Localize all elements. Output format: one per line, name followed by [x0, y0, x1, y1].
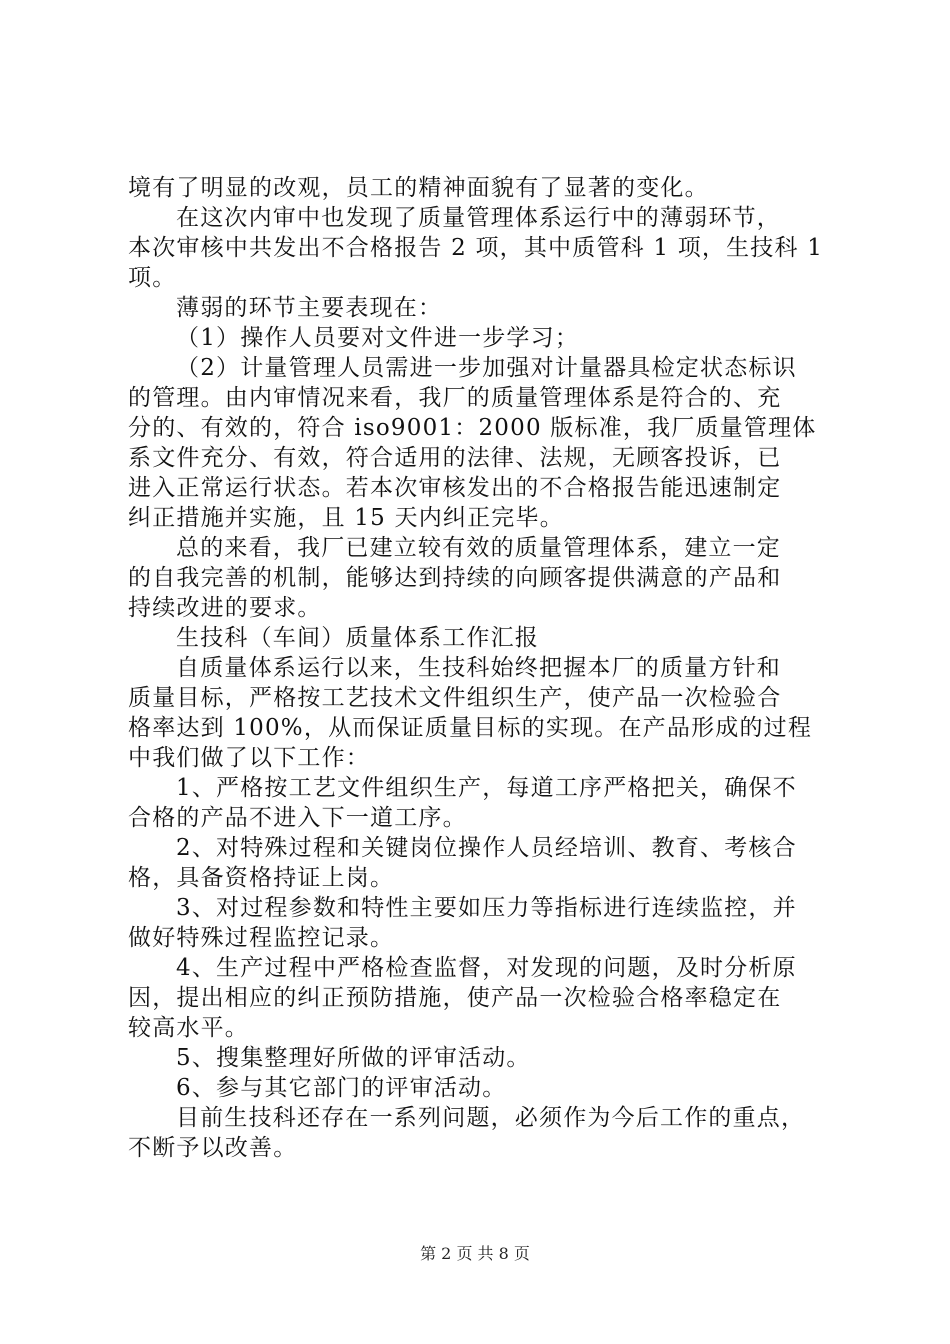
text-line: 较高水平。: [128, 1015, 249, 1041]
text-line: 持续改进的要求。: [128, 595, 322, 621]
text-line: 境有了明显的改观，员工的精神面貌有了显著的变化。: [128, 175, 709, 201]
page-number-footer: 第 2 页 共 8 页: [420, 1244, 530, 1263]
text-line: 分的、有效的，符合 iso9001：2000 版标准，我厂质量管理体: [128, 415, 817, 441]
text-line: （2）计量管理人员需进一步加强对计量器具检定状态标识: [176, 355, 797, 381]
section-heading: 生技科（车间）质量体系工作汇报: [176, 625, 539, 651]
text-line: 2、对特殊过程和关键岗位操作人员经培训、教育、考核合: [176, 835, 797, 861]
text-line: 3、对过程参数和特性主要如压力等指标进行连续监控，并: [176, 895, 797, 921]
text-line: 5、搜集整理好所做的评审活动。: [176, 1045, 531, 1071]
text-line: 不断予以改善。: [128, 1135, 298, 1161]
text-line: 在这次内审中也发现了质量管理体系运行中的薄弱环节，: [176, 205, 781, 231]
text-line: 做好特殊过程监控记录。: [128, 925, 395, 951]
text-line: 系文件充分、有效，符合适用的法律、法规，无顾客投诉，已: [128, 445, 782, 471]
text-line: 薄弱的环节主要表现在：: [176, 295, 443, 321]
text-line: 自质量体系运行以来，生技科始终把握本厂的质量方针和: [176, 655, 781, 681]
text-line: 1、严格按工艺文件组织生产，每道工序严格把关，确保不: [176, 775, 797, 801]
text-line: 合格的产品不进入下一道工序。: [128, 805, 467, 831]
text-line: 项。: [128, 265, 177, 291]
text-line: 质量目标，严格按工艺技术文件组织生产，使产品一次检验合: [128, 685, 782, 711]
text-line: 目前生技科还存在一系列问题，必须作为今后工作的重点，: [176, 1105, 806, 1131]
text-line: 中我们做了以下工作：: [128, 745, 370, 771]
text-line: （1）操作人员要对文件进一步学习；: [176, 325, 580, 351]
text-line: 总的来看，我厂已建立较有效的质量管理体系，建立一定: [176, 535, 781, 561]
document-body: [128, 173, 833, 1163]
text-line: 4、生产过程中严格检查监督，对发现的问题，及时分析原: [176, 955, 797, 981]
text-line: 的自我完善的机制，能够达到持续的向顾客提供满意的产品和: [128, 565, 782, 591]
text-line: 6、参与其它部门的评审活动。: [176, 1075, 507, 1101]
text-line: 进入正常运行状态。若本次审核发出的不合格报告能迅速制定: [128, 475, 782, 501]
text-line: 纠正措施并实施，且 15 天内纠正完毕。: [128, 505, 564, 531]
text-line: 格，具备资格持证上岗。: [128, 865, 395, 891]
text-line: 本次审核中共发出不合格报告 2 项，其中质管科 1 项，生技科 1: [128, 235, 824, 261]
text-line: 因，提出相应的纠正预防措施，使产品一次检验合格率稳定在: [128, 985, 782, 1011]
text-line: 格率达到 100%，从而保证质量目标的实现。在产品形成的过程: [128, 715, 813, 741]
text-line: 的管理。由内审情况来看，我厂的质量管理体系是符合的、充: [128, 385, 782, 411]
